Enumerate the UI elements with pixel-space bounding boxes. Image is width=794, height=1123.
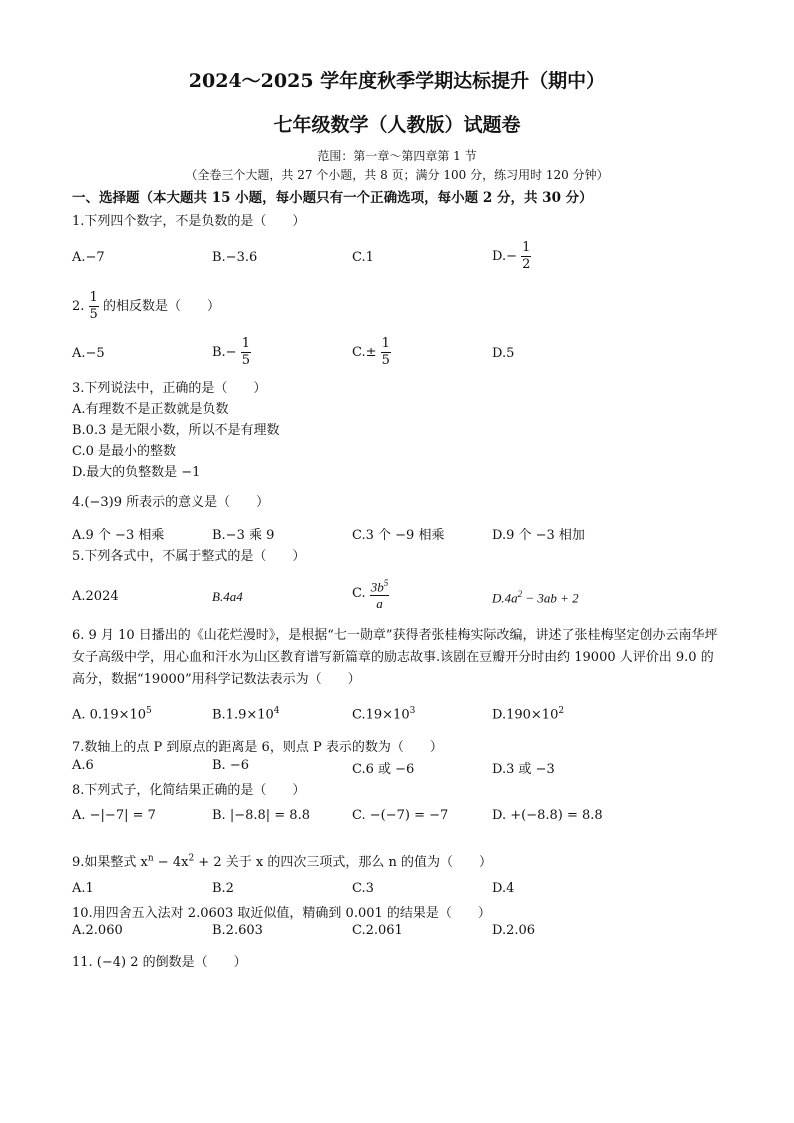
q6-option-a [72,706,152,722]
fraction-denominator: 5 [241,353,250,368]
q2-option-c [352,336,391,369]
q3-option-b: B.0.3 是无限小数，所以不是有理数 [72,423,280,438]
q1-option-d-fraction [521,240,531,273]
fraction-denominator: 5 [381,353,390,368]
question-2-stem [72,290,220,323]
q10-option-b: B.2.603 [212,923,263,938]
q1-option-b: B.−3.6 [212,250,258,265]
question-11-stem: 11. (−4) 2 的倒数是（ ） [72,955,247,970]
q9-option-d: D.4 [492,881,515,896]
q9-stem-pre: 9.如果整式 x [72,855,148,870]
q8-option-c: C. −(−7) = −7 [352,808,449,823]
q9-exponent-n: n [147,853,154,864]
q6-option-c-text: C.19×10 [352,707,410,723]
q5-option-d-exponent: 2 [517,589,523,599]
q10-option-d: D.2.06 [492,923,536,938]
fraction-numerator: 1 [89,290,98,305]
question-10-stem: 10.用四舍五入法对 2.0603 取近似值，精确到 0.001 的结果是（ ） [72,906,491,921]
q6-option-d [492,706,564,722]
q2-option-c-prefix: C.± [352,345,377,360]
q6-option-c-exponent: 3 [409,706,416,716]
q2-option-b-fraction [241,336,251,369]
q1-option-d-prefix: D.− [492,249,517,264]
q2-option-a: A.−5 [72,346,105,361]
q5-option-c-fraction [370,575,390,612]
q9-stem-mid: − 4x [153,855,189,870]
fraction-numerator: 1 [522,240,531,255]
question-1-stem: 1.下列四个数字，不是负数的是（ ） [72,214,306,229]
exam-scope: 范围：第一章～第四章第 1 节 [317,149,477,163]
q5-option-b: B.4a4 [212,589,243,604]
q10-option-a: A.2.060 [72,923,123,938]
question-6-stem: 6. 9 月 10 日播出的《山花烂漫时》，是根据“七一勋章”获得者张桂梅实际改编，讲述了张桂梅坚定创办云南华坪女子高级中学，用心血和汗水为山区教育谱写新篇章的励志故事.该剧在豆瓣开分时由约 19000 人评价出 9.0 的高分，数据“19000”用科学记数法表示为（ ） [72,628,718,687]
q7-option-c: C.6 或 −6 [352,762,415,777]
q3-option-c: C.0 是最小的整数 [72,444,177,459]
q9-stem-post: + 2 关于 x 的四次三项式，那么 n 的值为（ ） [194,855,492,870]
q6-option-b-text: B.1.9×10 [212,707,274,723]
question-4-stem: 4.(−3)9 所表示的意义是（ ） [72,495,270,510]
q6-option-d-exponent: 2 [558,706,565,716]
q9-option-a: A.1 [72,881,94,896]
q6-option-b [212,706,280,722]
q5-option-d [492,589,579,606]
exam-title-line2: 七年级数学（人教版）试题卷 [273,114,521,136]
q7-option-a: A.6 [72,758,94,773]
q1-option-a: A.−7 [72,250,105,265]
q8-option-b: B. |−8.8| = 8.8 [212,808,310,823]
q9-option-b: B.2 [212,881,234,896]
q3-option-d: D.最大的负整数是 −1 [72,465,201,480]
exam-note: （全卷三个大题，共 27 个小题，共 8 页；满分 100 分，练习用时 120 分钟） [185,168,609,182]
question-9-stem [72,851,492,870]
fraction-denominator: 5 [89,307,98,322]
fraction-denominator: a [376,596,383,612]
fraction-numerator: 1 [241,336,250,351]
exam-title-line1: 2024～2025 学年度秋季学期达标提升（期中） [188,70,606,92]
q9-option-c: C.3 [352,881,374,896]
question-3-stem: 3.下列说法中，正确的是（ ） [72,381,267,396]
fraction-numerator [370,575,390,596]
q5-option-c-prefix: C. [352,586,366,602]
fraction-numerator: 1 [381,336,390,351]
q4-option-d: D.9 个 −3 相加 [492,528,585,543]
fraction-denominator: 2 [522,257,531,272]
question-8-stem: 8.下列式子，化简结果正确的是（ ） [72,783,306,798]
q2-fraction [89,290,99,323]
q4-option-a: A.9 个 −3 相乘 [72,528,165,543]
q1-option-d [492,240,531,273]
q7-option-d: D.3 或 −3 [492,762,555,777]
q2-option-d: D.5 [492,346,515,361]
q4-option-c: C.3 个 −9 相乘 [352,528,445,543]
q2-option-c-fraction [381,336,391,369]
q10-option-c: C.2.061 [352,923,403,938]
q6-option-a-text: A. 0.19×10 [72,707,147,723]
q2-stem-text: 的相反数是（ ） [102,299,220,314]
q7-option-b: B. −6 [212,758,249,773]
q1-option-c: C.1 [352,250,374,265]
q5-option-a: A.2024 [72,589,119,604]
q6-option-b-exponent: 4 [273,706,280,716]
q5-option-d-rest: − 3ab + 2 [522,590,579,606]
question-7-stem: 7.数轴上的点 P 到原点的距离是 6，则点 P 表示的数为（ ） [72,740,443,755]
q2-option-b-prefix: B.− [212,345,237,360]
section-heading-choice: 一、选择题（本大题共 15 小题，每小题只有一个正确选项，每小题 2 分，共 30 分） [72,190,593,206]
question-5-stem: 5.下列各式中，不属于整式的是（ ） [72,549,306,564]
q6-option-a-exponent: 5 [146,706,152,716]
q6-option-c [352,706,415,722]
numerator-exponent: 5 [383,578,389,588]
q5-option-c [352,575,389,612]
q6-option-d-text: D.190×10 [492,707,559,723]
q8-option-a: A. −|−7| = 7 [72,808,156,823]
q9-exponent-2: 2 [188,853,195,864]
q5-option-d-text: D.4a [492,590,518,606]
q8-option-d: D. +(−8.8) = 8.8 [492,808,603,823]
q2-number: 2. [72,299,85,314]
q3-option-a: A.有理数不是正数就是负数 [72,402,229,417]
numerator-base: 3b [370,579,384,595]
q2-option-b [212,336,251,369]
q4-option-b: B.−3 乘 9 [212,528,275,543]
